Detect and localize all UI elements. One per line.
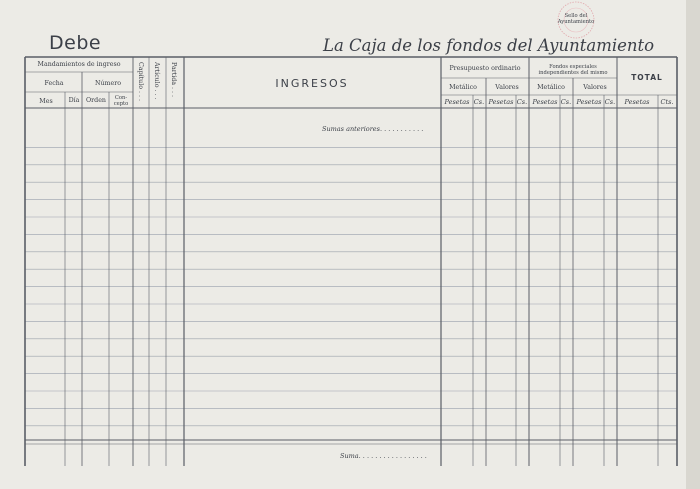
fondos-label-2: independientes del mismo bbox=[538, 70, 608, 76]
fondos-label-1: Fondos especiales bbox=[549, 64, 597, 70]
cs-label-4: Cs. bbox=[604, 98, 616, 106]
metalico-label-2: Metálico bbox=[537, 84, 565, 91]
metalico-label-1: Metálico bbox=[449, 84, 477, 91]
presupuesto-label: Presupuesto ordinario bbox=[449, 65, 521, 72]
cs-label-2: Cs. bbox=[516, 98, 528, 106]
debe-title: Debe bbox=[49, 32, 102, 54]
numero-label: Número bbox=[94, 80, 122, 87]
seal-text-1: Sello del bbox=[564, 13, 588, 19]
cts-label: Cts. bbox=[660, 98, 674, 106]
articulo-label: Artículo . . . bbox=[153, 62, 160, 100]
mandamientos-label: Mandamientos de ingreso bbox=[37, 61, 121, 68]
total-label: TOTAL bbox=[631, 73, 663, 82]
partida-label: Partida . . . bbox=[170, 62, 177, 98]
ingresos-heading: INGRESOS bbox=[275, 77, 349, 90]
sumas-anteriores-text: Sumas anteriores. . . . . . . . . . . bbox=[322, 125, 424, 133]
pesetas-label-3: Pesetas bbox=[532, 98, 558, 106]
dia-label: Día bbox=[68, 97, 80, 104]
orden-label: Orden bbox=[86, 97, 106, 104]
pesetas-label-5: Pesetas bbox=[624, 98, 650, 106]
caja-title: La Caja de los fondos del Ayuntamiento bbox=[323, 36, 655, 55]
cs-label-1: Cs. bbox=[473, 98, 485, 106]
capitulo-label: Capítulo . . . bbox=[137, 62, 144, 102]
concepto-label-1: Con- bbox=[114, 95, 128, 101]
binding-edge bbox=[686, 0, 700, 489]
pesetas-label-2: Pesetas bbox=[488, 98, 514, 106]
fecha-label: Fecha bbox=[44, 80, 64, 87]
pesetas-label-4: Pesetas bbox=[576, 98, 602, 106]
valores-label-1: Valores bbox=[495, 84, 519, 91]
cs-label-3: Cs. bbox=[560, 98, 572, 106]
pesetas-label-1: Pesetas bbox=[444, 98, 470, 106]
suma-text: Suma. . . . . . . . . . . . . . . . . bbox=[340, 452, 427, 460]
concepto-label-2: cepto bbox=[113, 101, 129, 107]
seal-text-2: Ayuntamiento bbox=[557, 19, 595, 25]
valores-label-2: Valores bbox=[583, 84, 607, 91]
mes-label: Mes bbox=[39, 98, 53, 105]
